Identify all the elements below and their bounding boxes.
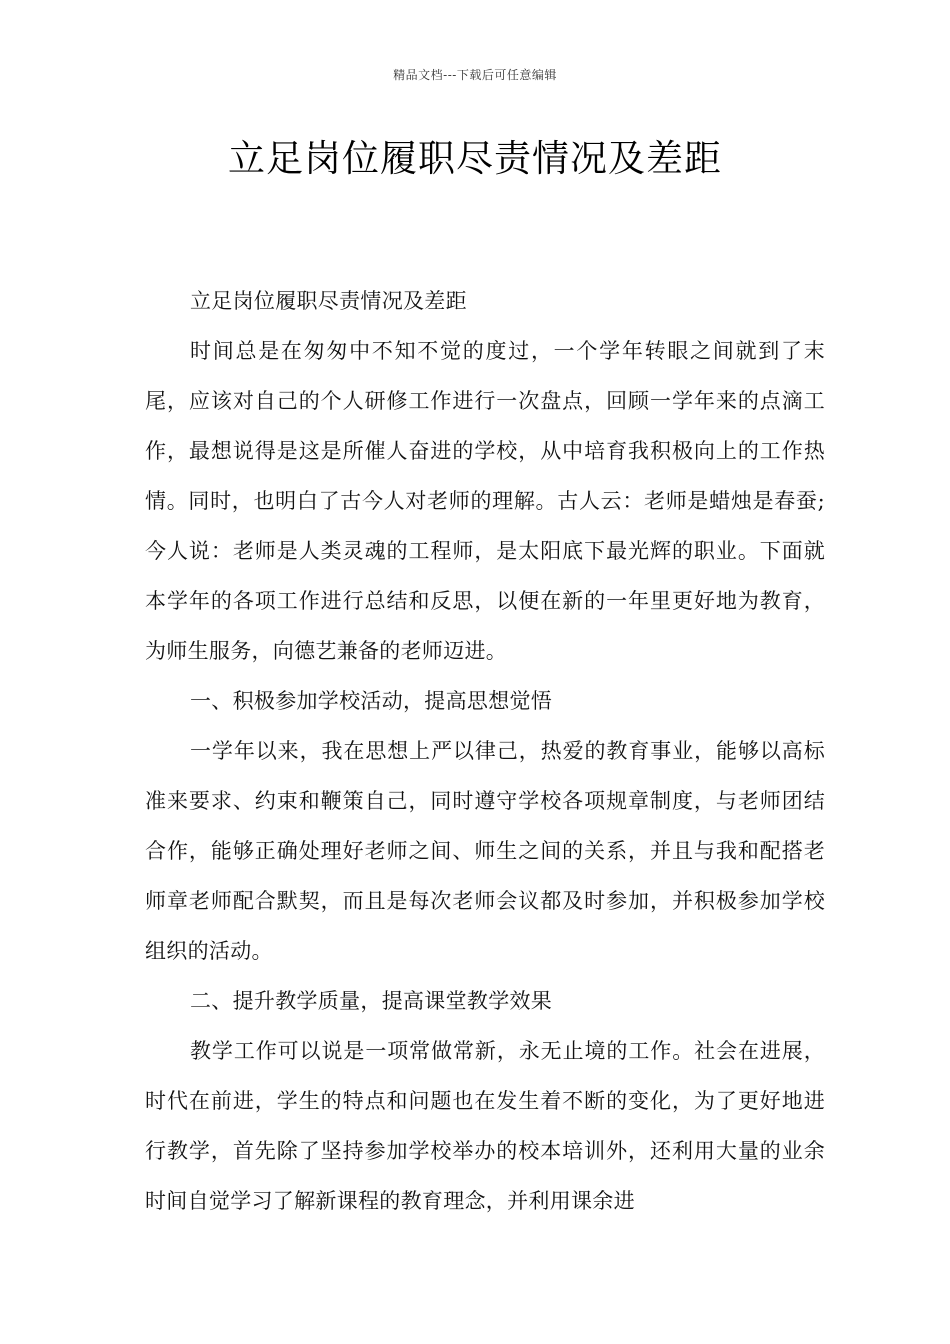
- paragraph-section-2: 教学工作可以说是一项常做常新，永无止境的工作。社会在进展，时代在前进，学生的特点和问题也在发生着不断的变化，为了更好地进行教学，首先除了坚持参加学校举办的校本培训外，还利用大量的业余时间自觉学习了解新课程的教育理念，并利用课余进: [145, 1039, 825, 1213]
- paragraph-subtitle: 立足岗位履职尽责情况及差距: [190, 289, 467, 313]
- paragraph-section-1: 一学年以来，我在思想上严以律己，热爱的教育事业，能够以高标准来要求、约束和鞭策自己，同时遵守学校各项规章制度，与老师团结合作，能够正确处理好老师之间、师生之间的关系，并且与我和配搭老师章老师配合默契，而且是每次老师会议都及时参加，并积极参加学校组织的活动。: [145, 739, 825, 963]
- document-title: 立足岗位履职尽责情况及差距: [228, 137, 722, 180]
- section-heading-1: 一、积极参加学校活动，提高思想觉悟: [190, 689, 553, 713]
- header-note: 精品文档---下载后可任意编辑: [393, 68, 557, 82]
- document-body: [145, 276, 825, 1226]
- paragraph-intro: 时间总是在匆匆中不知不觉的度过，一个学年转眼之间就到了末尾，应该对自己的个人研修工作进行一次盘点，回顾一学年来的点滴工作，最想说得是这是所催人奋进的学校，从中培育我积极向上的工作热情。同时，也明白了古今人对老师的理解。古人云：老师是蜡烛是春蚕;今人说：老师是人类灵魂的工程师，是太阳底下最光辉的职业。下面就本学年的各项工作进行总结和反思，以便在新的一年里更好地为教育，为师生服务，向德艺兼备的老师迈进。: [145, 339, 825, 663]
- section-heading-2: 二、提升教学质量，提高课堂教学效果: [190, 989, 553, 1013]
